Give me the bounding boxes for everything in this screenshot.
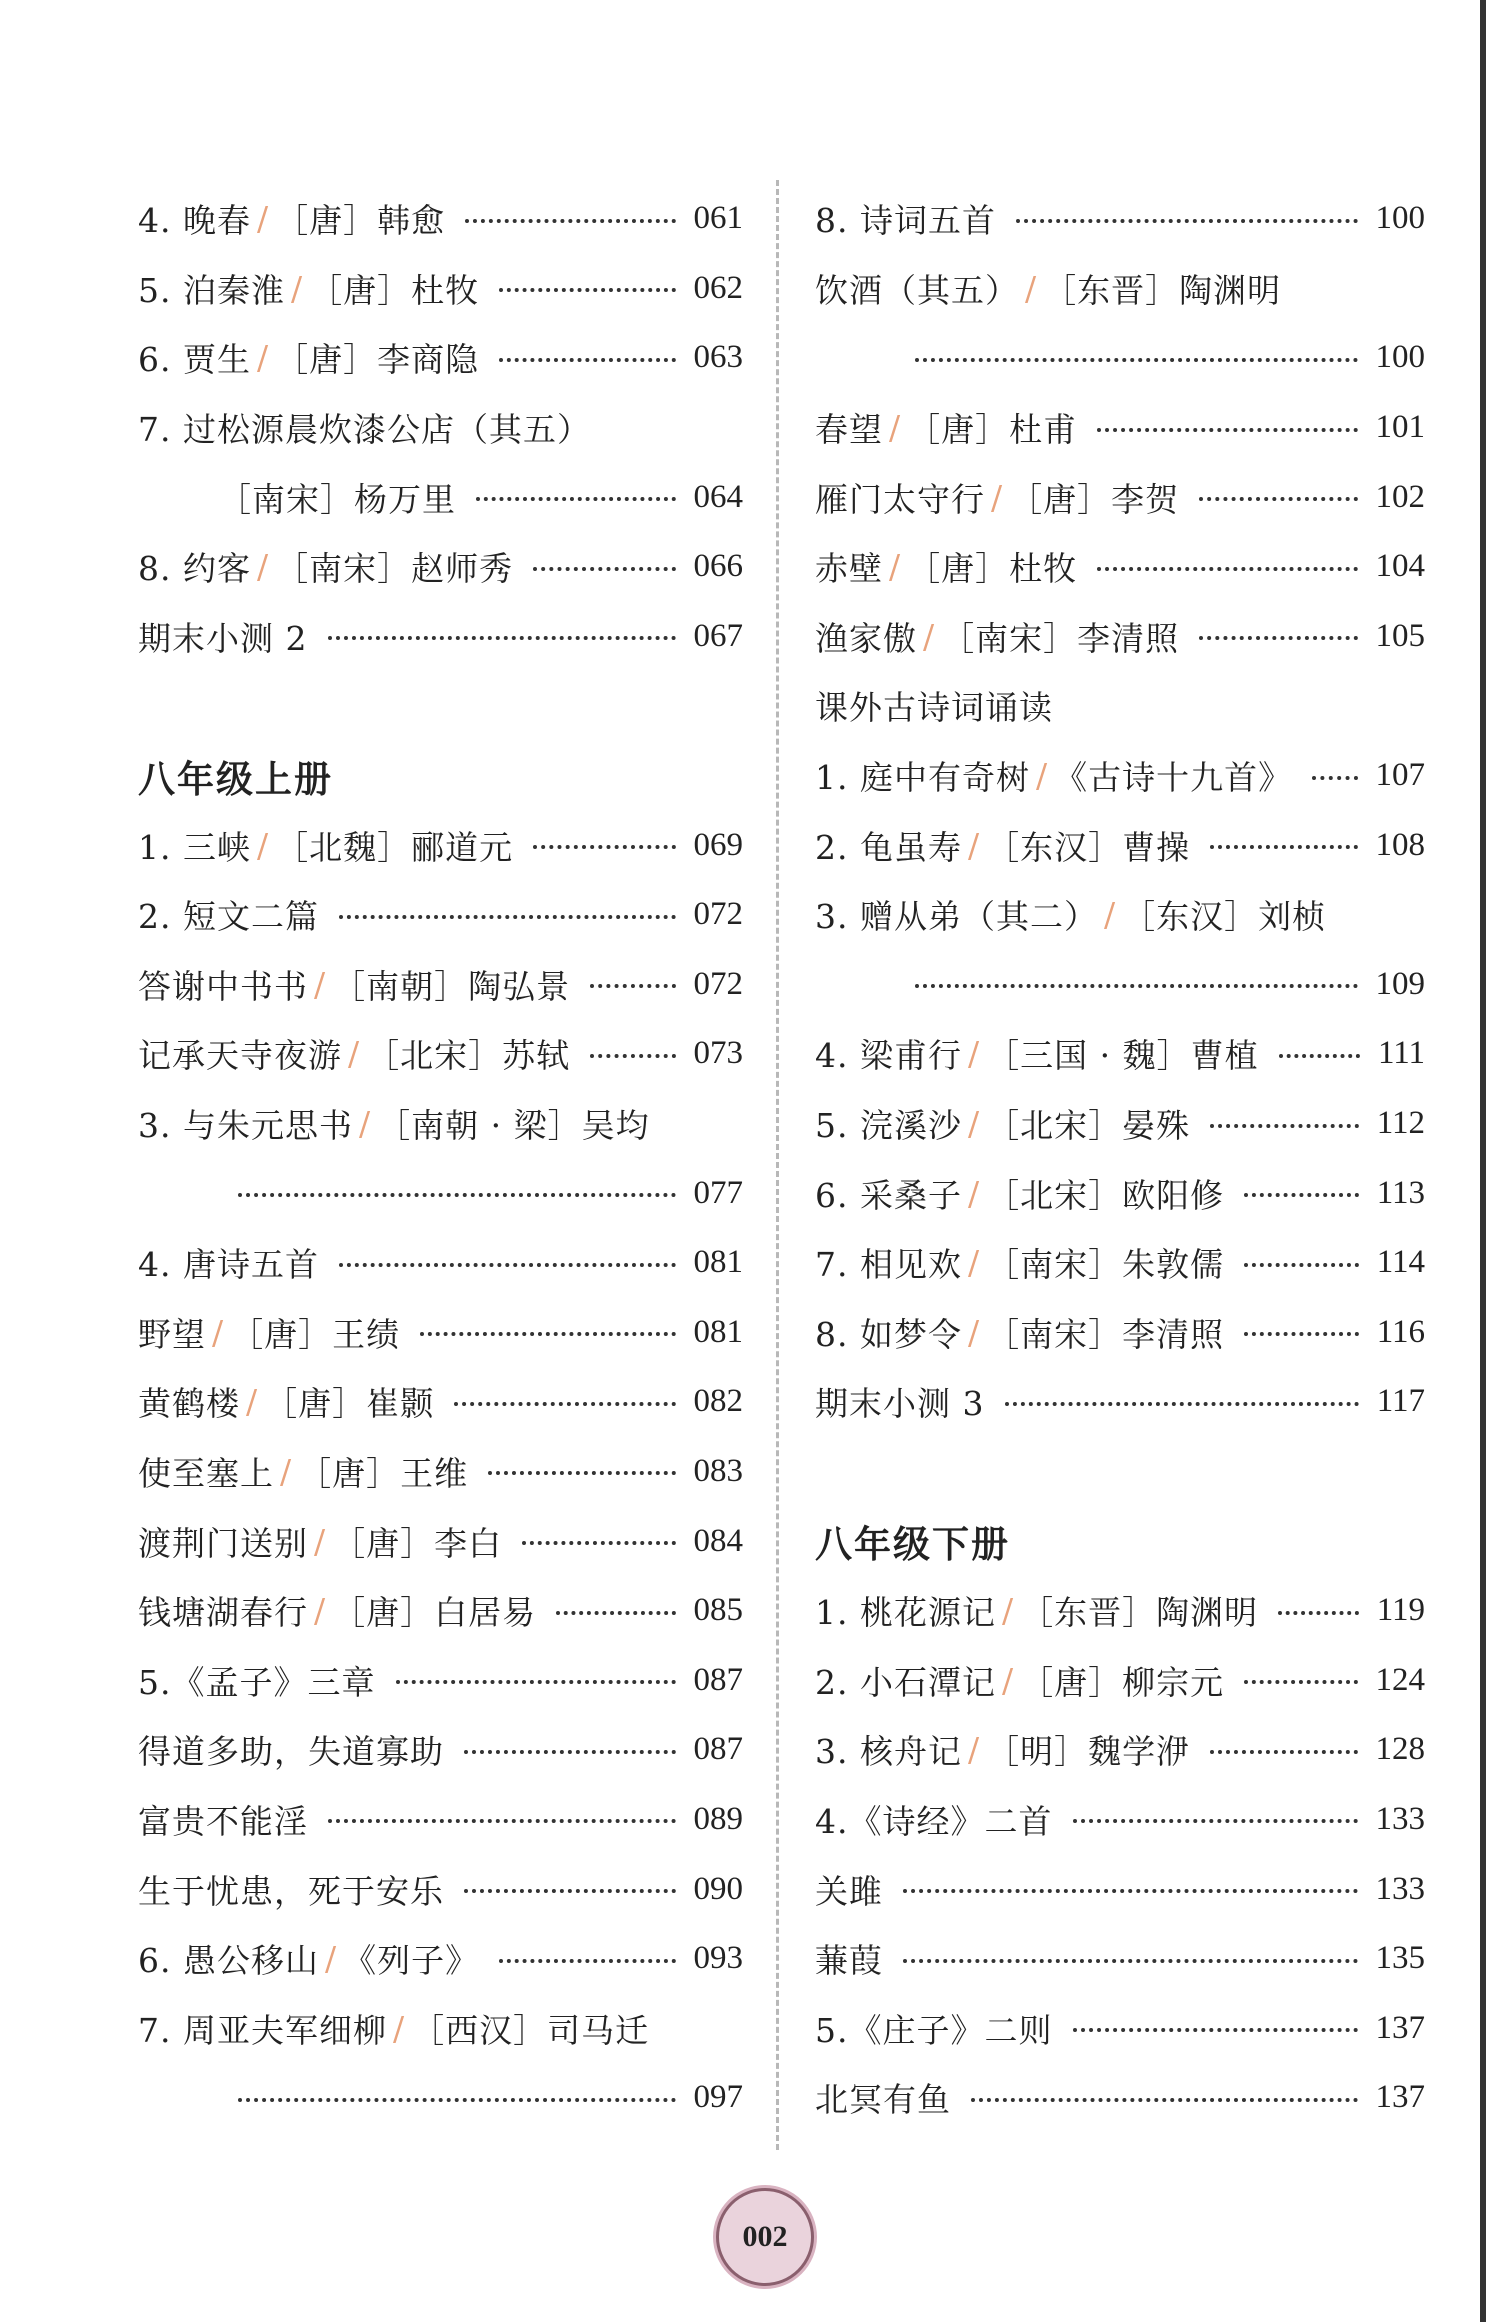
entry-author: ［唐］白居易	[332, 1593, 537, 1633]
entry-page-number: 081	[693, 1313, 743, 1350]
slash-separator: /	[967, 1104, 981, 1144]
slash-separator: /	[967, 825, 981, 865]
entry-page-number: 085	[693, 1592, 743, 1629]
slash-separator: /	[967, 1173, 981, 1213]
dot-leader	[915, 358, 1358, 362]
entry-page-number: 117	[1376, 1383, 1425, 1420]
dot-leader	[590, 984, 675, 988]
entry-author: ［唐］李商隐	[275, 340, 480, 380]
toc-section-heading	[138, 741, 743, 811]
entry-page-number: 084	[693, 1522, 743, 1559]
dot-leader	[1097, 428, 1357, 432]
entry-title: 黄鹤楼	[138, 1384, 240, 1424]
entry-page-number: 135	[1375, 1940, 1425, 1977]
page-edge	[1480, 0, 1486, 2322]
entry-title: 7. 周亚夫军细柳	[138, 2010, 387, 2050]
dot-leader	[464, 1889, 676, 1893]
toc-entry	[138, 1158, 743, 1228]
entry-author: ［唐］崔颢	[264, 1384, 435, 1424]
dot-leader	[328, 636, 676, 640]
slash-separator: /	[246, 1382, 259, 1422]
dot-leader	[590, 1054, 675, 1058]
dot-leader	[328, 1819, 676, 1823]
entry-page-number: 089	[693, 1800, 743, 1837]
dot-leader	[522, 1541, 675, 1545]
toc-entry	[138, 1993, 743, 2063]
entry-title: 7. 相见欢	[815, 1245, 962, 1285]
entry-title: 3. 核舟记	[815, 1732, 962, 1772]
entry-page-number: 066	[693, 548, 743, 585]
entry-title: 渔家傲	[815, 618, 917, 658]
toc-entry	[138, 1298, 743, 1368]
entry-title: 雁门太守行	[815, 479, 985, 519]
entry-page-number: 124	[1375, 1661, 1425, 1698]
entry-page-number: 093	[693, 1940, 743, 1977]
entry-author: ［唐］王维	[298, 1453, 469, 1493]
entry-page-number: 128	[1375, 1731, 1425, 1768]
entry-author: ［北宋］苏轼	[366, 1036, 571, 1076]
toc-entry	[138, 1785, 743, 1855]
dot-leader	[1199, 497, 1357, 501]
dot-leader	[339, 915, 676, 919]
entry-title: 饮酒（其五）	[815, 270, 1019, 310]
slash-separator: /	[314, 1521, 327, 1561]
toc-group-label	[815, 671, 1425, 741]
entry-author: ［西汉］司马迁	[411, 2010, 650, 2050]
slash-separator: /	[348, 1034, 361, 1074]
dot-leader	[1244, 1332, 1359, 1336]
entry-page-number: 137	[1375, 2009, 1425, 2046]
toc-entry	[138, 1924, 743, 1994]
toc-entry	[815, 184, 1425, 254]
dot-leader	[499, 358, 675, 362]
toc-entry	[815, 880, 1425, 950]
entry-title: 春望	[815, 410, 883, 450]
entry-title: 渡荆门送别	[138, 1523, 308, 1563]
entry-author: 《列子》	[343, 1941, 480, 1981]
slash-separator: /	[967, 1312, 981, 1352]
slash-separator: /	[324, 1939, 338, 1979]
entry-title: 期末小测 3	[815, 1384, 985, 1424]
entry-title: 5. 浣溪沙	[815, 1106, 962, 1146]
entry-title: 3. 赠从弟（其二）	[815, 897, 1098, 937]
entry-title: 1. 桃花源记	[815, 1593, 996, 1633]
slash-separator: /	[314, 1591, 327, 1631]
dot-leader	[464, 1750, 676, 1754]
entry-title: 2. 小石潭记	[815, 1662, 996, 1702]
dot-leader	[1278, 1611, 1359, 1615]
toc-entry	[815, 1367, 1425, 1437]
slash-separator: /	[889, 547, 902, 587]
entry-author: ［东汉］曹操	[986, 827, 1191, 867]
entry-title: 2. 短文二篇	[138, 897, 319, 937]
entry-author: ［南宋］李清照	[941, 618, 1180, 658]
toc-entry	[138, 2063, 743, 2133]
toc-entry	[138, 602, 743, 672]
toc-entry	[815, 1089, 1425, 1159]
entry-title: 8. 诗词五首	[815, 201, 996, 241]
entry-author: ［唐］李白	[332, 1523, 503, 1563]
toc-left-column	[138, 184, 743, 2133]
entry-author: ［南朝 · 梁］吴均	[377, 1106, 650, 1146]
dot-leader	[1279, 1054, 1360, 1058]
entry-page-number: 116	[1376, 1313, 1425, 1350]
entry-title: 3. 与朱元思书	[138, 1106, 353, 1146]
toc-entry	[815, 950, 1425, 1020]
entry-page-number: 077	[693, 1174, 743, 1211]
dot-leader	[533, 845, 675, 849]
entry-title: 4. 晚春	[138, 201, 251, 241]
dot-leader	[339, 1263, 676, 1267]
section-heading-text: 八年级上册	[138, 757, 333, 801]
toc-entry	[815, 393, 1425, 463]
entry-page-number: 133	[1375, 1870, 1425, 1907]
entry-page-number: 114	[1376, 1244, 1425, 1281]
dot-leader	[454, 1402, 675, 1406]
slash-separator: /	[967, 1243, 981, 1283]
toc-entry	[815, 741, 1425, 811]
entry-author: ［南宋］李清照	[986, 1314, 1225, 1354]
toc-entry	[138, 1506, 743, 1576]
dot-leader	[1210, 845, 1357, 849]
column-divider	[776, 180, 779, 2150]
entry-title: 记承天寺夜游	[138, 1036, 342, 1076]
toc-entry	[138, 1645, 743, 1715]
slash-separator: /	[1001, 1660, 1015, 1700]
toc-entry	[138, 1715, 743, 1785]
dot-leader	[533, 567, 675, 571]
entry-title: 生于忧患，死于安乐	[138, 1871, 444, 1911]
dot-leader	[1073, 1819, 1358, 1823]
dot-leader	[1244, 1680, 1357, 1684]
entry-page-number: 137	[1375, 2079, 1425, 2116]
dot-leader	[396, 1680, 676, 1684]
entry-page-number: 064	[693, 478, 743, 515]
toc-entry	[815, 1228, 1425, 1298]
entry-title: 野望	[138, 1314, 206, 1354]
dot-leader	[971, 2098, 1358, 2102]
slash-separator: /	[212, 1312, 225, 1352]
entry-page-number: 108	[1375, 826, 1425, 863]
slash-separator: /	[290, 268, 304, 308]
entry-page-number: 082	[693, 1383, 743, 1420]
entry-page-number: 102	[1375, 478, 1425, 515]
slash-separator: /	[1103, 895, 1117, 935]
dot-leader	[1199, 636, 1357, 640]
dot-leader	[1210, 1750, 1357, 1754]
toc-entry	[815, 810, 1425, 880]
toc-entry	[138, 1437, 743, 1507]
entry-page-number: 061	[693, 200, 743, 237]
entry-title: 4. 唐诗五首	[138, 1245, 319, 1285]
slash-separator: /	[358, 1104, 372, 1144]
entry-author: ［南宋］朱敦儒	[986, 1245, 1225, 1285]
entry-author: ［北宋］欧阳修	[986, 1175, 1225, 1215]
entry-author: ［北宋］晏殊	[986, 1106, 1191, 1146]
section-heading-text: 八年级下册	[815, 1523, 1010, 1567]
entry-author: ［南朝］陶弘景	[332, 966, 571, 1006]
entry-page-number: 100	[1375, 200, 1425, 237]
entry-title: 8. 约客	[138, 549, 251, 589]
entry-author: ［唐］杜牧	[309, 270, 480, 310]
dot-leader	[238, 2098, 676, 2102]
page-number: 002	[742, 2220, 788, 2253]
toc-entry	[138, 1019, 743, 1089]
toc-entry	[138, 1576, 743, 1646]
toc-right-column	[815, 184, 1425, 2133]
dot-leader	[1312, 776, 1357, 780]
entry-title: 6. 采桑子	[815, 1175, 962, 1215]
entry-page-number: 101	[1375, 409, 1425, 446]
entry-page-number: 105	[1375, 617, 1425, 654]
slash-separator: /	[1035, 756, 1049, 796]
entry-title: 钱塘湖春行	[138, 1593, 308, 1633]
toc-entry	[138, 950, 743, 1020]
entry-page-number: 067	[693, 617, 743, 654]
entry-page-number: 063	[693, 339, 743, 376]
entry-author: ［唐］李贺	[1009, 479, 1180, 519]
dot-leader	[420, 1332, 675, 1336]
slash-separator: /	[280, 1451, 293, 1491]
dot-leader	[476, 497, 676, 501]
entry-title: 使至塞上	[138, 1453, 274, 1493]
entry-author: ［唐］柳宗元	[1020, 1662, 1225, 1702]
dot-leader	[903, 1959, 1358, 1963]
entry-title: 富贵不能淫	[138, 1801, 308, 1841]
dot-leader	[903, 1889, 1358, 1893]
entry-page-number: 087	[693, 1661, 743, 1698]
entry-page-number: 133	[1375, 1800, 1425, 1837]
entry-title: 赤壁	[815, 549, 883, 589]
entry-page-number: 097	[693, 2079, 743, 2116]
entry-page-number: 107	[1375, 757, 1425, 794]
slash-separator: /	[1025, 268, 1038, 308]
entry-page-number: 113	[1376, 1174, 1425, 1211]
toc-spacer	[815, 1437, 1425, 1507]
entry-title: 答谢中书书	[138, 966, 308, 1006]
toc-entry	[138, 1854, 743, 1924]
toc-entry	[815, 1715, 1425, 1785]
slash-separator: /	[256, 199, 270, 239]
slash-separator: /	[392, 2008, 406, 2048]
toc-entry	[138, 254, 743, 324]
entry-page-number: 111	[1377, 1035, 1425, 1072]
entry-page-number: 104	[1375, 548, 1425, 585]
entry-title: 蒹葭	[815, 1941, 883, 1981]
toc-entry	[138, 184, 743, 254]
entry-page-number: 112	[1376, 1105, 1425, 1142]
entry-page-number: 100	[1375, 339, 1425, 376]
page-number-badge	[716, 2188, 814, 2286]
toc-entry	[815, 462, 1425, 532]
dot-leader	[915, 984, 1358, 988]
slash-separator: /	[967, 1730, 981, 1770]
toc-entry	[815, 1576, 1425, 1646]
dot-leader	[1244, 1263, 1359, 1267]
entry-author: ［三国 · 魏］曹植	[986, 1036, 1259, 1076]
entry-page-number: 081	[693, 1244, 743, 1281]
entry-title: 2. 龟虽寿	[815, 827, 962, 867]
toc-entry	[138, 880, 743, 950]
toc-entry	[815, 1019, 1425, 1089]
slash-separator: /	[256, 825, 270, 865]
toc-entry	[815, 254, 1425, 324]
toc-entry	[138, 1228, 743, 1298]
toc-entry	[815, 1854, 1425, 1924]
entry-page-number: 062	[693, 269, 743, 306]
entry-author: ［唐］王绩	[230, 1314, 401, 1354]
entry-title: 5. 泊秦淮	[138, 270, 285, 310]
entry-author: ［东汉］刘桢	[1122, 897, 1327, 937]
slash-separator: /	[889, 408, 902, 448]
entry-title: 7. 过松源晨炊漆公店（其五）	[138, 410, 591, 450]
entry-author: ［南宋］赵师秀	[275, 549, 514, 589]
toc-entry	[138, 532, 743, 602]
slash-separator: /	[314, 964, 327, 1004]
entry-page-number: 073	[693, 1035, 743, 1072]
entry-author: ［东晋］陶渊明	[1043, 270, 1282, 310]
group-label-text: 课外古诗词诵读	[815, 688, 1053, 728]
entry-page-number: 109	[1375, 965, 1425, 1002]
dot-leader	[488, 1471, 675, 1475]
entry-page-number: 072	[693, 965, 743, 1002]
toc-entry	[815, 323, 1425, 393]
dot-leader	[1073, 2028, 1358, 2032]
entry-page-number: 083	[693, 1452, 743, 1489]
slash-separator: /	[923, 616, 936, 656]
toc-entry	[138, 1089, 743, 1159]
dot-leader	[1097, 567, 1357, 571]
slash-separator: /	[991, 477, 1004, 517]
entry-author: ［唐］杜牧	[907, 549, 1078, 589]
dot-leader	[1244, 1193, 1359, 1197]
toc-entry	[138, 462, 743, 532]
dot-leader	[238, 1193, 676, 1197]
entry-title: 1. 三峡	[138, 827, 251, 867]
entry-author: ［东晋］陶渊明	[1020, 1593, 1259, 1633]
entry-author: ［唐］韩愈	[275, 201, 446, 241]
entry-page-number: 090	[693, 1870, 743, 1907]
entry-title: 4.《诗经》二首	[815, 1801, 1053, 1841]
toc-entry	[815, 532, 1425, 602]
toc-entry	[138, 323, 743, 393]
toc-entry	[815, 602, 1425, 672]
entry-author: ［北魏］郦道元	[275, 827, 514, 867]
toc-entry	[138, 1367, 743, 1437]
dot-leader	[1016, 219, 1358, 223]
toc-entry	[815, 1924, 1425, 1994]
slash-separator: /	[1001, 1591, 1015, 1631]
toc-entry	[815, 1645, 1425, 1715]
slash-separator: /	[256, 547, 270, 587]
entry-title: 得道多助，失道寡助	[138, 1732, 444, 1772]
dot-leader	[465, 219, 675, 223]
toc-entry	[138, 810, 743, 880]
toc-entry	[815, 1158, 1425, 1228]
entry-page-number: 119	[1376, 1592, 1425, 1629]
dot-leader	[1210, 1124, 1359, 1128]
dot-leader	[499, 288, 675, 292]
dot-leader	[499, 1959, 675, 1963]
slash-separator: /	[256, 338, 270, 378]
slash-separator: /	[967, 1034, 981, 1074]
entry-title: 6. 愚公移山	[138, 1941, 319, 1981]
entry-author: ［唐］杜甫	[907, 410, 1078, 450]
entry-title: 5.《庄子》二则	[815, 2010, 1053, 2050]
toc-entry	[815, 1298, 1425, 1368]
entry-title: 6. 贾生	[138, 340, 251, 380]
toc-entry	[815, 1993, 1425, 2063]
entry-title: ［南宋］杨万里	[218, 479, 456, 519]
entry-page-number: 087	[693, 1731, 743, 1768]
toc-entry	[815, 2063, 1425, 2133]
entry-title: 关雎	[815, 1871, 883, 1911]
entry-page-number: 072	[693, 896, 743, 933]
entry-title: 5.《孟子》三章	[138, 1662, 376, 1702]
toc-spacer	[138, 671, 743, 741]
entry-author: ［明］魏学洢	[986, 1732, 1191, 1772]
entry-title: 期末小测 2	[138, 618, 308, 658]
dot-leader	[556, 1611, 675, 1615]
entry-author: 《古诗十九首》	[1054, 758, 1293, 798]
entry-title: 4. 梁甫行	[815, 1036, 962, 1076]
toc-entry	[138, 393, 743, 463]
entry-title: 8. 如梦令	[815, 1314, 962, 1354]
entry-title: 1. 庭中有奇树	[815, 758, 1030, 798]
dot-leader	[1005, 1402, 1359, 1406]
toc-section-heading	[815, 1506, 1425, 1576]
toc-entry	[815, 1785, 1425, 1855]
entry-title: 北冥有鱼	[815, 2080, 951, 2120]
entry-page-number: 069	[693, 826, 743, 863]
